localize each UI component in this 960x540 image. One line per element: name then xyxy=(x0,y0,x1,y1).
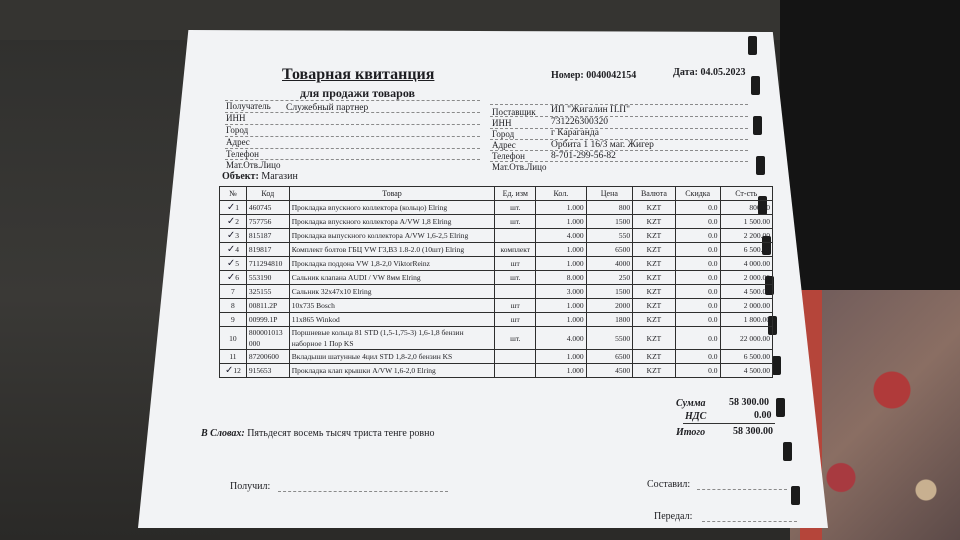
checkmark-icon: ✓ xyxy=(226,258,236,269)
supplier-city-label: Город xyxy=(492,129,515,139)
cell-number: 10 xyxy=(220,327,247,350)
cell-qty: 1.000 xyxy=(536,350,586,364)
cell-discount: 0.0 xyxy=(675,201,720,215)
cell-code: 915653 xyxy=(246,364,289,378)
row-number: 4 xyxy=(235,245,239,254)
recipient-inn-label: ИНН xyxy=(226,113,246,123)
supplier-phone-value: 8-701-299-56-82 xyxy=(551,151,616,161)
cell-currency: KZT xyxy=(633,350,676,364)
cell-cost: 4 000.00 xyxy=(720,257,772,271)
cell-code: 87200600 xyxy=(246,350,289,364)
cell-qty: 1.000 xyxy=(536,243,586,257)
checkmark-icon: ✓ xyxy=(226,202,236,213)
table-header-row xyxy=(220,187,773,201)
row-number: 5 xyxy=(235,259,239,268)
col-header-number: № xyxy=(220,187,247,201)
perforation-hole xyxy=(791,486,800,505)
date-label: Дата: xyxy=(673,67,698,78)
vat-label: НДС xyxy=(685,411,707,422)
table-row xyxy=(220,313,773,327)
cell-number xyxy=(220,364,247,378)
cell-cost: 22 000.00 xyxy=(720,327,772,350)
number-label: Номер: xyxy=(551,70,584,81)
table-row xyxy=(220,229,773,243)
table-row xyxy=(220,271,773,285)
cell-currency: KZT xyxy=(633,313,676,327)
cell-unit xyxy=(495,229,536,243)
supplier-inn-label: ИНН xyxy=(492,118,512,128)
cell-price: 1800 xyxy=(586,313,632,327)
compiled-label: Составил: xyxy=(647,479,691,490)
supplier-address-value: Орбита 1 16/3 маг. Жигер xyxy=(551,140,654,150)
cell-cost: 1 800.00 xyxy=(720,313,772,327)
cell-price: 800 xyxy=(586,201,632,215)
supplier-label: Поставщик xyxy=(492,107,536,117)
cell-price: 4500 xyxy=(586,364,632,378)
cell-number xyxy=(220,257,247,271)
amount-in-words xyxy=(201,428,434,439)
col-header-cost: Ст-сть xyxy=(720,187,772,201)
cell-currency: KZT xyxy=(633,364,676,378)
cell-currency: KZT xyxy=(633,327,676,350)
cell-cost: 2 200.00 xyxy=(720,229,772,243)
cell-code: 00999.1P xyxy=(246,313,289,327)
cell-item: Вкладыши шатунные 4цил STD 1,8-2,0 бензин KS xyxy=(289,350,495,364)
separator xyxy=(225,112,480,113)
separator xyxy=(490,128,748,129)
cell-code: 757756 xyxy=(246,215,289,229)
cell-number: 7 xyxy=(220,285,247,299)
perforation-hole xyxy=(751,76,760,95)
cell-qty: 4.000 xyxy=(536,327,586,350)
cell-price: 550 xyxy=(586,229,632,243)
cell-number xyxy=(220,201,247,215)
received-signature-line xyxy=(278,491,448,492)
cell-unit: комплект xyxy=(495,243,536,257)
cell-code: 800001013 000 xyxy=(246,327,289,350)
receipt-subtitle: для продажи товаров xyxy=(300,86,415,100)
cell-number xyxy=(220,243,247,257)
table-row xyxy=(220,285,773,299)
cell-unit: шт. xyxy=(495,201,536,215)
cell-discount: 0.0 xyxy=(675,364,720,378)
cell-qty: 3.000 xyxy=(536,285,586,299)
cell-item: Прокладка клап крышки A/VW 1,6-2,0 Elring xyxy=(289,364,495,378)
cell-number xyxy=(220,229,247,243)
recipient-address-label: Адрес xyxy=(226,137,250,147)
perforation-hole xyxy=(756,156,765,175)
cell-price: 6500 xyxy=(586,350,632,364)
cell-code: 00811.2P xyxy=(246,299,289,313)
cell-item: Прокладка поддона VW 1,8-2,0 ViktorReinz xyxy=(289,257,495,271)
table-body xyxy=(220,201,773,378)
cell-unit: шт. xyxy=(495,327,536,350)
cell-cost: 4 500.00 xyxy=(720,364,772,378)
cell-number: 11 xyxy=(220,350,247,364)
cell-number: 9 xyxy=(220,313,247,327)
col-header-price: Цена xyxy=(586,187,632,201)
cell-item: Комплект болтов ГБЦ VW Г3,В3 1.8-2.0 (10шт) Elring xyxy=(289,243,495,257)
cell-price: 1500 xyxy=(586,285,632,299)
row-number: 6 xyxy=(235,273,239,282)
cell-item: 11х865 Winkod xyxy=(289,313,495,327)
perforation-hole xyxy=(748,36,757,55)
cell-item: Прокладка выпускного коллектора A/VW 1,6-2,5 Elring xyxy=(289,229,495,243)
cell-discount: 0.0 xyxy=(675,215,720,229)
cell-cost: 2 000.00 xyxy=(720,271,772,285)
cell-discount: 0.0 xyxy=(675,243,720,257)
sum-label: Сумма xyxy=(676,398,706,409)
cell-discount: 0.0 xyxy=(675,257,720,271)
separator xyxy=(225,136,480,137)
cell-code: 819817 xyxy=(246,243,289,257)
row-number: 12 xyxy=(233,366,241,375)
supplier-inn-value: 731226300320 xyxy=(551,117,608,127)
cell-unit xyxy=(495,350,536,364)
checkmark-icon: ✓ xyxy=(226,244,236,255)
separator xyxy=(225,148,480,149)
checkmark-icon: ✓ xyxy=(226,216,236,227)
cell-item: Прокладка впускного коллектора (кольцо) Elring xyxy=(289,201,495,215)
perforation-hole xyxy=(783,442,792,461)
cell-qty: 8.000 xyxy=(536,271,586,285)
supplier-city-value: г Караганда xyxy=(551,128,599,138)
cell-discount: 0.0 xyxy=(675,271,720,285)
cell-price: 6500 xyxy=(586,243,632,257)
recipient-phone-label: Телефон xyxy=(226,149,259,159)
separator xyxy=(490,116,748,117)
cell-currency: KZT xyxy=(633,243,676,257)
recipient-responsible-label: Мат.Отв.Лицо xyxy=(226,160,281,170)
table-row xyxy=(220,350,773,364)
cell-cost: 800.00 xyxy=(720,201,772,215)
cell-discount: 0.0 xyxy=(675,229,720,243)
checkmark-icon: ✓ xyxy=(226,230,236,241)
table-row xyxy=(220,299,773,313)
cell-number xyxy=(220,215,247,229)
cell-unit: шт xyxy=(495,299,536,313)
cell-discount: 0.0 xyxy=(675,299,720,313)
cell-item: Сальник клапана AUDI / VW 8мм Elring xyxy=(289,271,495,285)
cell-item: Поршневые кольца 81 STD (1,5-1,75-3) 1,6-1,8 бензин наборное 1 Пор KS xyxy=(289,327,495,350)
cell-unit: шт xyxy=(495,257,536,271)
cell-cost: 6 500.00 xyxy=(720,350,772,364)
cell-discount: 0.0 xyxy=(675,327,720,350)
recipient-value: Служебный партнер xyxy=(286,103,369,113)
col-header-item: Товар xyxy=(289,187,495,201)
cell-discount: 0.0 xyxy=(675,350,720,364)
cell-number xyxy=(220,271,247,285)
date-value: 04.05.2023 xyxy=(700,67,746,78)
receipt-date xyxy=(673,67,746,78)
cell-code: 815187 xyxy=(246,229,289,243)
totals-rule xyxy=(683,423,775,424)
cell-currency: KZT xyxy=(633,285,676,299)
cell-code: 325155 xyxy=(246,285,289,299)
cell-qty: 1.000 xyxy=(536,364,586,378)
number-value: 0040042154 xyxy=(586,70,637,81)
cell-cost: 1 500.00 xyxy=(720,215,772,229)
cell-qty: 1.000 xyxy=(536,215,586,229)
cell-unit xyxy=(495,364,536,378)
supplier-value: ИП "Жигалин П.П" xyxy=(551,105,631,115)
supplier-phone-label: Телефон xyxy=(492,151,525,161)
cell-qty: 1.000 xyxy=(536,299,586,313)
checkmark-icon: ✓ xyxy=(226,272,236,283)
checkmark-icon: ✓ xyxy=(224,365,234,376)
cell-code: 460745 xyxy=(246,201,289,215)
receipt-number xyxy=(551,70,636,81)
table-row xyxy=(220,215,773,229)
table-row xyxy=(220,201,773,215)
object-label: Объект: xyxy=(222,171,259,182)
table-row xyxy=(220,364,773,378)
cell-cost: 6 500.00 xyxy=(720,243,772,257)
col-header-code: Код xyxy=(246,187,289,201)
handed-label: Передал: xyxy=(654,511,693,522)
cell-cost: 4 500.00 xyxy=(720,285,772,299)
cell-qty: 1.000 xyxy=(536,313,586,327)
cell-unit: шт. xyxy=(495,271,536,285)
table-row xyxy=(220,257,773,271)
words-label: В Словах: xyxy=(201,428,245,439)
cell-item: 10х735 Bosch xyxy=(289,299,495,313)
cell-item: Прокладка впускного коллектора A/VW 1,8 Elring xyxy=(289,215,495,229)
cell-qty: 4.000 xyxy=(536,229,586,243)
cell-qty: 1.000 xyxy=(536,257,586,271)
cell-item: Сальник 32х47х10 Elring xyxy=(289,285,495,299)
cell-currency: KZT xyxy=(633,271,676,285)
col-header-qty: Кол. xyxy=(536,187,586,201)
cell-cost: 2 000.00 xyxy=(720,299,772,313)
receipt-title: Товарная квитанция xyxy=(282,66,435,83)
table-row xyxy=(220,327,773,350)
background-right-shadow xyxy=(780,0,960,300)
cell-price: 5500 xyxy=(586,327,632,350)
separator xyxy=(225,124,480,125)
object-line xyxy=(222,171,298,182)
received-label: Получил: xyxy=(230,481,271,492)
cell-discount: 0.0 xyxy=(675,313,720,327)
cell-currency: KZT xyxy=(633,201,676,215)
vat-value: 0.00 xyxy=(754,410,772,421)
cell-currency: KZT xyxy=(633,215,676,229)
compiled-signature-line xyxy=(697,489,787,490)
row-number: 1 xyxy=(235,203,239,212)
col-header-discount: Скидка xyxy=(675,187,720,201)
cell-price: 1500 xyxy=(586,215,632,229)
cell-code: 711294810 xyxy=(246,257,289,271)
cell-currency: KZT xyxy=(633,229,676,243)
cell-unit: шт xyxy=(495,313,536,327)
supplier-address-label: Адрес xyxy=(492,140,516,150)
supplier-responsible-label: Мат.Отв.Лицо xyxy=(492,162,547,172)
row-number: 2 xyxy=(235,217,239,226)
col-header-currency: Валюта xyxy=(633,187,676,201)
goods-table xyxy=(219,186,773,378)
cell-price: 250 xyxy=(586,271,632,285)
cell-code: 553190 xyxy=(246,271,289,285)
recipient-city-label: Город xyxy=(226,125,249,135)
total-label: Итого xyxy=(676,427,706,438)
cell-discount: 0.0 xyxy=(675,285,720,299)
cell-unit: шт. xyxy=(495,215,536,229)
cell-currency: KZT xyxy=(633,257,676,271)
words-value: Пятьдесят восемь тысяч триста тенге ровно xyxy=(247,428,435,439)
perforation-hole xyxy=(753,116,762,135)
row-number: 3 xyxy=(235,231,239,240)
recipient-label: Получатель xyxy=(226,101,271,111)
cell-number: 8 xyxy=(220,299,247,313)
perforation-hole xyxy=(776,398,785,417)
sum-value: 58 300.00 xyxy=(729,397,769,408)
table-row xyxy=(220,243,773,257)
handed-signature-line xyxy=(702,521,797,522)
cell-currency: KZT xyxy=(633,299,676,313)
separator xyxy=(490,150,748,151)
object-value: Магазин xyxy=(261,171,298,182)
cell-price: 2000 xyxy=(586,299,632,313)
cell-price: 4000 xyxy=(586,257,632,271)
perforation-hole xyxy=(772,356,781,375)
cell-qty: 1.000 xyxy=(536,201,586,215)
col-header-unit: Ед. изм xyxy=(495,187,536,201)
cell-unit xyxy=(495,285,536,299)
total-value: 58 300.00 xyxy=(733,426,773,437)
